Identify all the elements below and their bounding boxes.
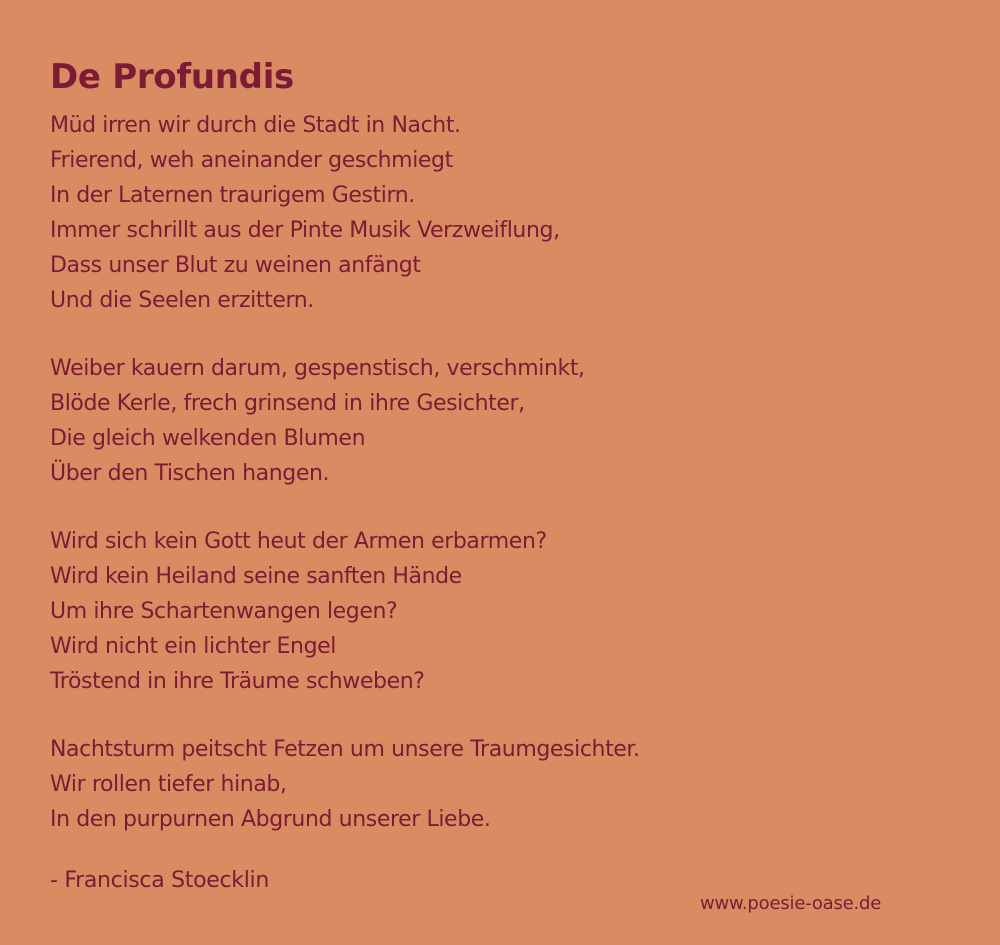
verse-line: Wir rollen tiefer hinab, xyxy=(50,772,287,797)
poem-card xyxy=(50,52,950,870)
verse-line: Blöde Kerle, frech grinsend in ihre Gesichter, xyxy=(50,391,525,416)
verse-line: Wird kein Heiland seine sanften Hände xyxy=(50,564,462,589)
verse-line: Dass unser Blut zu weinen anfängt xyxy=(50,253,421,278)
verse-line: In den purpurnen Abgrund unserer Liebe. xyxy=(50,807,491,832)
stanza-3 xyxy=(50,524,950,699)
verse-line: Und die Seelen erzittern. xyxy=(50,288,314,313)
verse-line: Wird nicht ein lichter Engel xyxy=(50,634,337,659)
poem-author: - Francisca Stoecklin xyxy=(50,868,269,893)
verse-line: Über den Tischen hangen. xyxy=(50,461,330,486)
website-url: www.poesie-oase.de xyxy=(700,893,882,914)
verse-line: Weiber kauern darum, gespenstisch, verschminkt, xyxy=(50,356,585,381)
verse-line: Wird sich kein Gott heut der Armen erbarmen? xyxy=(50,529,547,554)
poem-title: De Profundis xyxy=(50,57,294,97)
stanza-1 xyxy=(50,108,950,318)
verse-line: Nachtsturm peitscht Fetzen um unsere Traumgesichter. xyxy=(50,737,640,762)
verse-line: Um ihre Schartenwangen legen? xyxy=(50,599,398,624)
verse-line: In der Laternen traurigem Gestirn. xyxy=(50,183,415,208)
verse-line: Müd irren wir durch die Stadt in Nacht. xyxy=(50,113,461,138)
verse-line: Die gleich welkenden Blumen xyxy=(50,426,366,451)
verse-line: Immer schrillt aus der Pinte Musik Verzweiflung, xyxy=(50,218,560,243)
stanza-4 xyxy=(50,732,950,837)
verse-line: Tröstend in ihre Träume schweben? xyxy=(50,669,425,694)
stanza-2 xyxy=(50,351,950,491)
verse-line: Frierend, weh aneinander geschmiegt xyxy=(50,148,453,173)
